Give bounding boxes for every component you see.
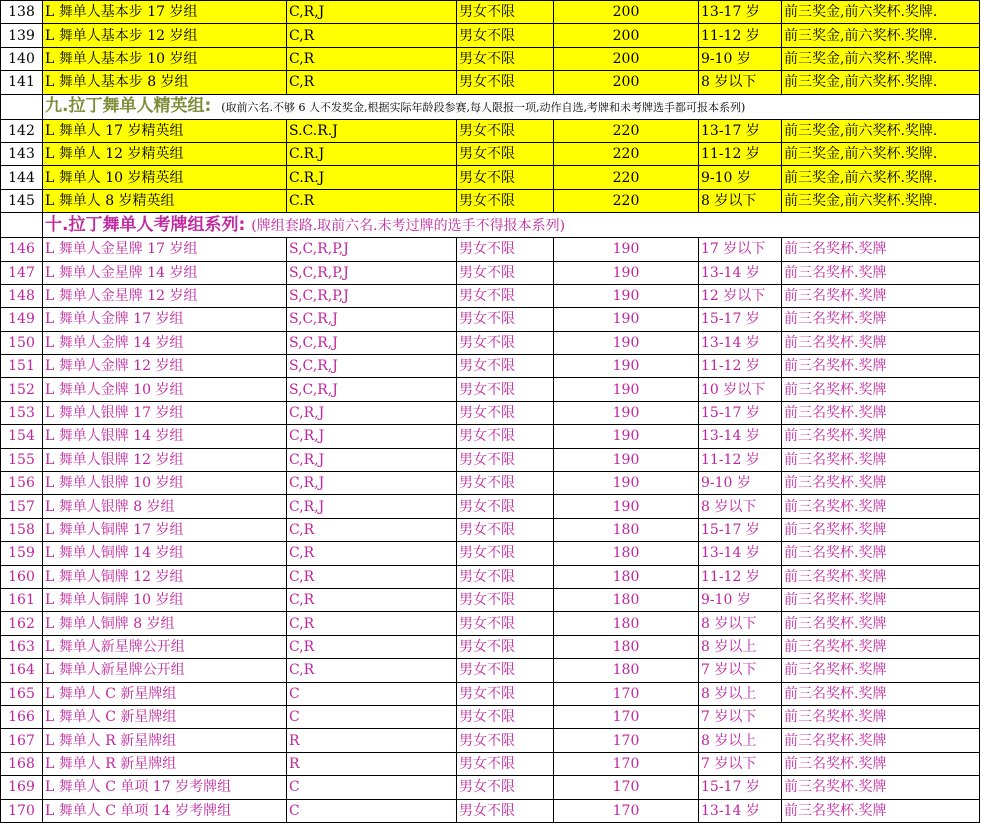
entry-fee: 220 <box>554 119 699 142</box>
dance-codes: C <box>287 682 457 705</box>
event-name: L 舞单人银牌 17 岁组 <box>43 401 287 424</box>
row-number: 170 <box>1 799 43 822</box>
award-text: 前三奖金,前六奖杯.奖牌. <box>782 142 980 165</box>
award-text: 前三名奖杯.奖牌 <box>782 284 980 307</box>
entry-fee: 180 <box>554 565 699 588</box>
gender-limit: 男女不限 <box>457 588 554 611</box>
award-text: 前三名奖杯.奖牌 <box>782 448 980 471</box>
table-row <box>1 705 980 728</box>
table-row <box>1 729 980 752</box>
event-name: L 舞单人基本步 8 岁组 <box>43 71 287 94</box>
award-text: 前三名奖杯.奖牌 <box>782 261 980 284</box>
gender-limit: 男女不限 <box>457 47 554 70</box>
age-group: 8 岁以下 <box>699 612 782 635</box>
gender-limit: 男女不限 <box>457 401 554 424</box>
table-row <box>1 401 980 424</box>
entry-fee: 200 <box>554 71 699 94</box>
dance-codes: C.R.J <box>287 166 457 189</box>
elite-rows <box>1 119 980 213</box>
dance-codes: R <box>287 729 457 752</box>
award-text: 前三奖金,前六奖杯.奖牌. <box>782 47 980 70</box>
award-text: 前三名奖杯.奖牌 <box>782 565 980 588</box>
gender-limit: 男女不限 <box>457 776 554 799</box>
age-group: 11-12 岁 <box>699 24 782 47</box>
table-row <box>1 331 980 354</box>
age-group: 13-14 岁 <box>699 425 782 448</box>
entry-fee: 180 <box>554 518 699 541</box>
row-number: 141 <box>1 71 43 94</box>
award-text: 前三名奖杯.奖牌 <box>782 378 980 401</box>
table-row <box>1 71 980 94</box>
award-text: 前三名奖杯.奖牌 <box>782 729 980 752</box>
row-number: 164 <box>1 659 43 682</box>
table-row <box>1 565 980 588</box>
gender-limit: 男女不限 <box>457 799 554 822</box>
award-text: 前三名奖杯.奖牌 <box>782 799 980 822</box>
age-group: 13-14 岁 <box>699 542 782 565</box>
row-number: 161 <box>1 588 43 611</box>
gender-limit: 男女不限 <box>457 1 554 24</box>
dance-codes: C.R.J <box>287 142 457 165</box>
age-group: 9-10 岁 <box>699 588 782 611</box>
dance-codes: S,C,R,J <box>287 378 457 401</box>
gender-limit: 男女不限 <box>457 542 554 565</box>
award-text: 前三名奖杯.奖牌 <box>782 495 980 518</box>
event-name: L 舞单人基本步 10 岁组 <box>43 47 287 70</box>
age-group: 7 岁以下 <box>699 705 782 728</box>
gender-limit: 男女不限 <box>457 71 554 94</box>
section-9-header <box>1 94 980 119</box>
table-row <box>1 542 980 565</box>
section-9-spacer <box>1 94 43 119</box>
dance-codes: S,C,R,P,J <box>287 238 457 261</box>
age-group: 7 岁以下 <box>699 752 782 775</box>
award-text: 前三名奖杯.奖牌 <box>782 612 980 635</box>
age-group: 11-12 岁 <box>699 355 782 378</box>
table-row <box>1 238 980 261</box>
table-row <box>1 261 980 284</box>
event-name: L 舞单人 10 岁精英组 <box>43 166 287 189</box>
entry-fee: 190 <box>554 284 699 307</box>
dance-codes: C,R,J <box>287 425 457 448</box>
entry-fee: 170 <box>554 729 699 752</box>
gender-limit: 男女不限 <box>457 355 554 378</box>
award-text: 前三奖金,前六奖杯.奖牌. <box>782 24 980 47</box>
age-group: 8 岁以上 <box>699 729 782 752</box>
entry-fee: 190 <box>554 308 699 331</box>
entry-fee: 200 <box>554 24 699 47</box>
entry-fee: 190 <box>554 331 699 354</box>
table-row <box>1 635 980 658</box>
dance-codes: C,R,J <box>287 495 457 518</box>
event-name: L 舞单人铜牌 10 岁组 <box>43 588 287 611</box>
award-text: 前三奖金,前六奖杯.奖牌. <box>782 119 980 142</box>
dance-codes: C <box>287 799 457 822</box>
row-number: 166 <box>1 705 43 728</box>
age-group: 9-10 岁 <box>699 472 782 495</box>
award-text: 前三奖金,前六奖杯.奖牌. <box>782 189 980 212</box>
row-number: 145 <box>1 189 43 212</box>
row-number: 149 <box>1 308 43 331</box>
age-group: 13-17 岁 <box>699 1 782 24</box>
age-group: 8 岁以下 <box>699 189 782 212</box>
event-name: L 舞单人银牌 14 岁组 <box>43 425 287 448</box>
row-number: 157 <box>1 495 43 518</box>
gender-limit: 男女不限 <box>457 308 554 331</box>
event-name: L 舞单人基本步 12 岁组 <box>43 24 287 47</box>
gender-limit: 男女不限 <box>457 378 554 401</box>
row-number: 150 <box>1 331 43 354</box>
age-group: 13-14 岁 <box>699 331 782 354</box>
age-group: 9-10 岁 <box>699 47 782 70</box>
gender-limit: 男女不限 <box>457 238 554 261</box>
row-number: 143 <box>1 142 43 165</box>
award-text: 前三奖金,前六奖杯.奖牌. <box>782 166 980 189</box>
row-number: 152 <box>1 378 43 401</box>
dance-codes: C <box>287 705 457 728</box>
age-group: 15-17 岁 <box>699 401 782 424</box>
event-name: L 舞单人新星牌公开组 <box>43 659 287 682</box>
table-row <box>1 119 980 142</box>
event-name: L 舞单人金星牌 14 岁组 <box>43 261 287 284</box>
award-text: 前三名奖杯.奖牌 <box>782 518 980 541</box>
award-text: 前三奖金,前六奖杯.奖牌. <box>782 1 980 24</box>
event-name: L 舞单人 R 新星牌组 <box>43 729 287 752</box>
dance-codes: C,R,J <box>287 1 457 24</box>
table-row <box>1 518 980 541</box>
table-row <box>1 142 980 165</box>
dance-codes: S,C,R,P,J <box>287 261 457 284</box>
age-group: 8 岁以上 <box>699 682 782 705</box>
dance-codes: C,R <box>287 565 457 588</box>
award-text: 前三名奖杯.奖牌 <box>782 472 980 495</box>
table-row <box>1 495 980 518</box>
entry-fee: 170 <box>554 776 699 799</box>
event-name: L 舞单人金牌 10 岁组 <box>43 378 287 401</box>
table-row <box>1 682 980 705</box>
table-row <box>1 472 980 495</box>
basic-step-rows <box>1 1 980 95</box>
event-name: L 舞单人金星牌 17 岁组 <box>43 238 287 261</box>
event-name: L 舞单人 C 单项 14 岁考牌组 <box>43 799 287 822</box>
event-name: L 舞单人银牌 10 岁组 <box>43 472 287 495</box>
age-group: 13-14 岁 <box>699 799 782 822</box>
event-name: L 舞单人基本步 17 岁组 <box>43 1 287 24</box>
row-number: 139 <box>1 24 43 47</box>
award-text: 前三名奖杯.奖牌 <box>782 401 980 424</box>
dance-codes: C <box>287 776 457 799</box>
row-number: 163 <box>1 635 43 658</box>
dance-codes: C,R <box>287 612 457 635</box>
gender-limit: 男女不限 <box>457 166 554 189</box>
entry-fee: 180 <box>554 659 699 682</box>
dance-codes: C,R <box>287 635 457 658</box>
age-group: 13-17 岁 <box>699 119 782 142</box>
award-text: 前三名奖杯.奖牌 <box>782 752 980 775</box>
dance-codes: C,R,J <box>287 448 457 471</box>
row-number: 146 <box>1 238 43 261</box>
age-group: 13-14 岁 <box>699 261 782 284</box>
gender-limit: 男女不限 <box>457 682 554 705</box>
age-group: 15-17 岁 <box>699 776 782 799</box>
row-number: 167 <box>1 729 43 752</box>
event-name: L 舞单人金星牌 12 岁组 <box>43 284 287 307</box>
entry-fee: 180 <box>554 612 699 635</box>
gender-limit: 男女不限 <box>457 729 554 752</box>
row-number: 144 <box>1 166 43 189</box>
table-row <box>1 425 980 448</box>
age-group: 15-17 岁 <box>699 518 782 541</box>
row-number: 169 <box>1 776 43 799</box>
dance-codes: C,R <box>287 542 457 565</box>
event-name: L 舞单人金牌 17 岁组 <box>43 308 287 331</box>
row-number: 158 <box>1 518 43 541</box>
event-name: L 舞单人铜牌 14 岁组 <box>43 542 287 565</box>
row-number: 155 <box>1 448 43 471</box>
age-group: 11-12 岁 <box>699 565 782 588</box>
age-group: 10 岁以下 <box>699 378 782 401</box>
dance-codes: S,C,R,J <box>287 355 457 378</box>
event-name: L 舞单人 R 新星牌组 <box>43 752 287 775</box>
row-number: 156 <box>1 472 43 495</box>
gender-limit: 男女不限 <box>457 261 554 284</box>
award-text: 前三名奖杯.奖牌 <box>782 308 980 331</box>
table-row <box>1 47 980 70</box>
entry-fee: 190 <box>554 378 699 401</box>
row-number: 151 <box>1 355 43 378</box>
table-row <box>1 24 980 47</box>
entry-fee: 190 <box>554 401 699 424</box>
section-9-note: (取前六名.不够 6 人不发奖金,根据实际年龄段参赛,每人限报一项,动作自选,考牌和未考牌选手都可报本系列) <box>221 100 746 114</box>
gender-limit: 男女不限 <box>457 142 554 165</box>
entry-fee: 220 <box>554 166 699 189</box>
gender-limit: 男女不限 <box>457 119 554 142</box>
row-number: 147 <box>1 261 43 284</box>
dance-codes: C,R <box>287 518 457 541</box>
award-text: 前三名奖杯.奖牌 <box>782 776 980 799</box>
award-text: 前三名奖杯.奖牌 <box>782 331 980 354</box>
gender-limit: 男女不限 <box>457 495 554 518</box>
gender-limit: 男女不限 <box>457 518 554 541</box>
award-text: 前三名奖杯.奖牌 <box>782 542 980 565</box>
gender-limit: 男女不限 <box>457 612 554 635</box>
gender-limit: 男女不限 <box>457 472 554 495</box>
gender-limit: 男女不限 <box>457 705 554 728</box>
age-group: 12 岁以下 <box>699 284 782 307</box>
row-number: 160 <box>1 565 43 588</box>
gender-limit: 男女不限 <box>457 635 554 658</box>
dance-codes: C,R <box>287 47 457 70</box>
age-group: 8 岁以下 <box>699 71 782 94</box>
age-group: 11-12 岁 <box>699 448 782 471</box>
event-name: L 舞单人银牌 12 岁组 <box>43 448 287 471</box>
event-name: L 舞单人新星牌公开组 <box>43 635 287 658</box>
entry-fee: 200 <box>554 47 699 70</box>
age-group: 9-10 岁 <box>699 166 782 189</box>
dance-codes: C,R,J <box>287 472 457 495</box>
entry-fee: 190 <box>554 448 699 471</box>
dance-codes: C,R,J <box>287 401 457 424</box>
medal-test-rows <box>1 238 980 823</box>
table-row <box>1 378 980 401</box>
table-row <box>1 752 980 775</box>
age-group: 8 岁以上 <box>699 635 782 658</box>
dance-codes: S.C.R.J <box>287 119 457 142</box>
entry-fee: 190 <box>554 238 699 261</box>
age-group: 11-12 岁 <box>699 142 782 165</box>
event-name: L 舞单人 C 新星牌组 <box>43 705 287 728</box>
gender-limit: 男女不限 <box>457 752 554 775</box>
gender-limit: 男女不限 <box>457 284 554 307</box>
award-text: 前三名奖杯.奖牌 <box>782 682 980 705</box>
table-row <box>1 1 980 24</box>
dance-codes: S,C,R,J <box>287 308 457 331</box>
entry-fee: 190 <box>554 261 699 284</box>
table-row <box>1 448 980 471</box>
gender-limit: 男女不限 <box>457 331 554 354</box>
section-10-header <box>1 213 980 238</box>
age-group: 8 岁以下 <box>699 495 782 518</box>
award-text: 前三奖金,前六奖杯.奖牌. <box>782 71 980 94</box>
award-text: 前三名奖杯.奖牌 <box>782 705 980 728</box>
dance-codes: C,R <box>287 588 457 611</box>
section-10-note: (牌组套路.取前六名.未考过牌的选手不得报本系列) <box>251 217 566 234</box>
table-row <box>1 355 980 378</box>
gender-limit: 男女不限 <box>457 565 554 588</box>
entry-fee: 190 <box>554 425 699 448</box>
section-10-cell <box>43 213 980 238</box>
table-row <box>1 166 980 189</box>
entry-fee: 220 <box>554 142 699 165</box>
event-name: L 舞单人铜牌 17 岁组 <box>43 518 287 541</box>
row-number: 153 <box>1 401 43 424</box>
row-number: 148 <box>1 284 43 307</box>
age-group: 7 岁以下 <box>699 659 782 682</box>
dance-codes: C,R <box>287 24 457 47</box>
entry-fee: 180 <box>554 542 699 565</box>
dance-codes: C.R <box>287 189 457 212</box>
entry-fee: 170 <box>554 752 699 775</box>
section-9-title: 九.拉丁舞单人精英组: <box>45 95 212 116</box>
section-10-spacer <box>1 213 43 238</box>
table-row <box>1 284 980 307</box>
table-row <box>1 799 980 822</box>
age-group: 15-17 岁 <box>699 308 782 331</box>
award-text: 前三名奖杯.奖牌 <box>782 588 980 611</box>
table-row <box>1 659 980 682</box>
entry-fee: 190 <box>554 355 699 378</box>
row-number: 162 <box>1 612 43 635</box>
event-name: L 舞单人 12 岁精英组 <box>43 142 287 165</box>
section-9-cell <box>43 94 980 119</box>
row-number: 168 <box>1 752 43 775</box>
row-number: 140 <box>1 47 43 70</box>
row-number: 142 <box>1 119 43 142</box>
event-name: L 舞单人铜牌 8 岁组 <box>43 612 287 635</box>
event-name: L 舞单人金牌 12 岁组 <box>43 355 287 378</box>
row-number: 165 <box>1 682 43 705</box>
gender-limit: 男女不限 <box>457 448 554 471</box>
entry-fee: 190 <box>554 472 699 495</box>
dance-codes: S,C,R,J <box>287 331 457 354</box>
table-row <box>1 776 980 799</box>
award-text: 前三名奖杯.奖牌 <box>782 355 980 378</box>
table-row <box>1 308 980 331</box>
event-name: L 舞单人 C 单项 17 岁考牌组 <box>43 776 287 799</box>
award-text: 前三名奖杯.奖牌 <box>782 238 980 261</box>
event-name: L 舞单人 8 岁精英组 <box>43 189 287 212</box>
gender-limit: 男女不限 <box>457 659 554 682</box>
event-name: L 舞单人金牌 14 岁组 <box>43 331 287 354</box>
award-text: 前三名奖杯.奖牌 <box>782 659 980 682</box>
row-number: 138 <box>1 1 43 24</box>
row-number: 159 <box>1 542 43 565</box>
dance-codes: C,R <box>287 71 457 94</box>
table-row <box>1 588 980 611</box>
table-row <box>1 612 980 635</box>
gender-limit: 男女不限 <box>457 24 554 47</box>
gender-limit: 男女不限 <box>457 189 554 212</box>
entry-fee: 220 <box>554 189 699 212</box>
dance-codes: R <box>287 752 457 775</box>
table-row <box>1 189 980 212</box>
entry-fee: 170 <box>554 799 699 822</box>
entry-fee: 200 <box>554 1 699 24</box>
event-name: L 舞单人 17 岁精英组 <box>43 119 287 142</box>
entry-fee: 180 <box>554 588 699 611</box>
entry-fee: 190 <box>554 495 699 518</box>
dance-codes: S,C,R,P,J <box>287 284 457 307</box>
section-10-title: 十.拉丁舞单人考牌组系列: <box>45 214 246 235</box>
event-name: L 舞单人 C 新星牌组 <box>43 682 287 705</box>
age-group: 17 岁以下 <box>699 238 782 261</box>
row-number: 154 <box>1 425 43 448</box>
award-text: 前三名奖杯.奖牌 <box>782 635 980 658</box>
event-name: L 舞单人铜牌 12 岁组 <box>43 565 287 588</box>
dance-codes: C,R <box>287 659 457 682</box>
entry-fee: 170 <box>554 705 699 728</box>
entry-fee: 170 <box>554 682 699 705</box>
award-text: 前三名奖杯.奖牌 <box>782 425 980 448</box>
entry-fee: 180 <box>554 635 699 658</box>
event-name: L 舞单人银牌 8 岁组 <box>43 495 287 518</box>
gender-limit: 男女不限 <box>457 425 554 448</box>
